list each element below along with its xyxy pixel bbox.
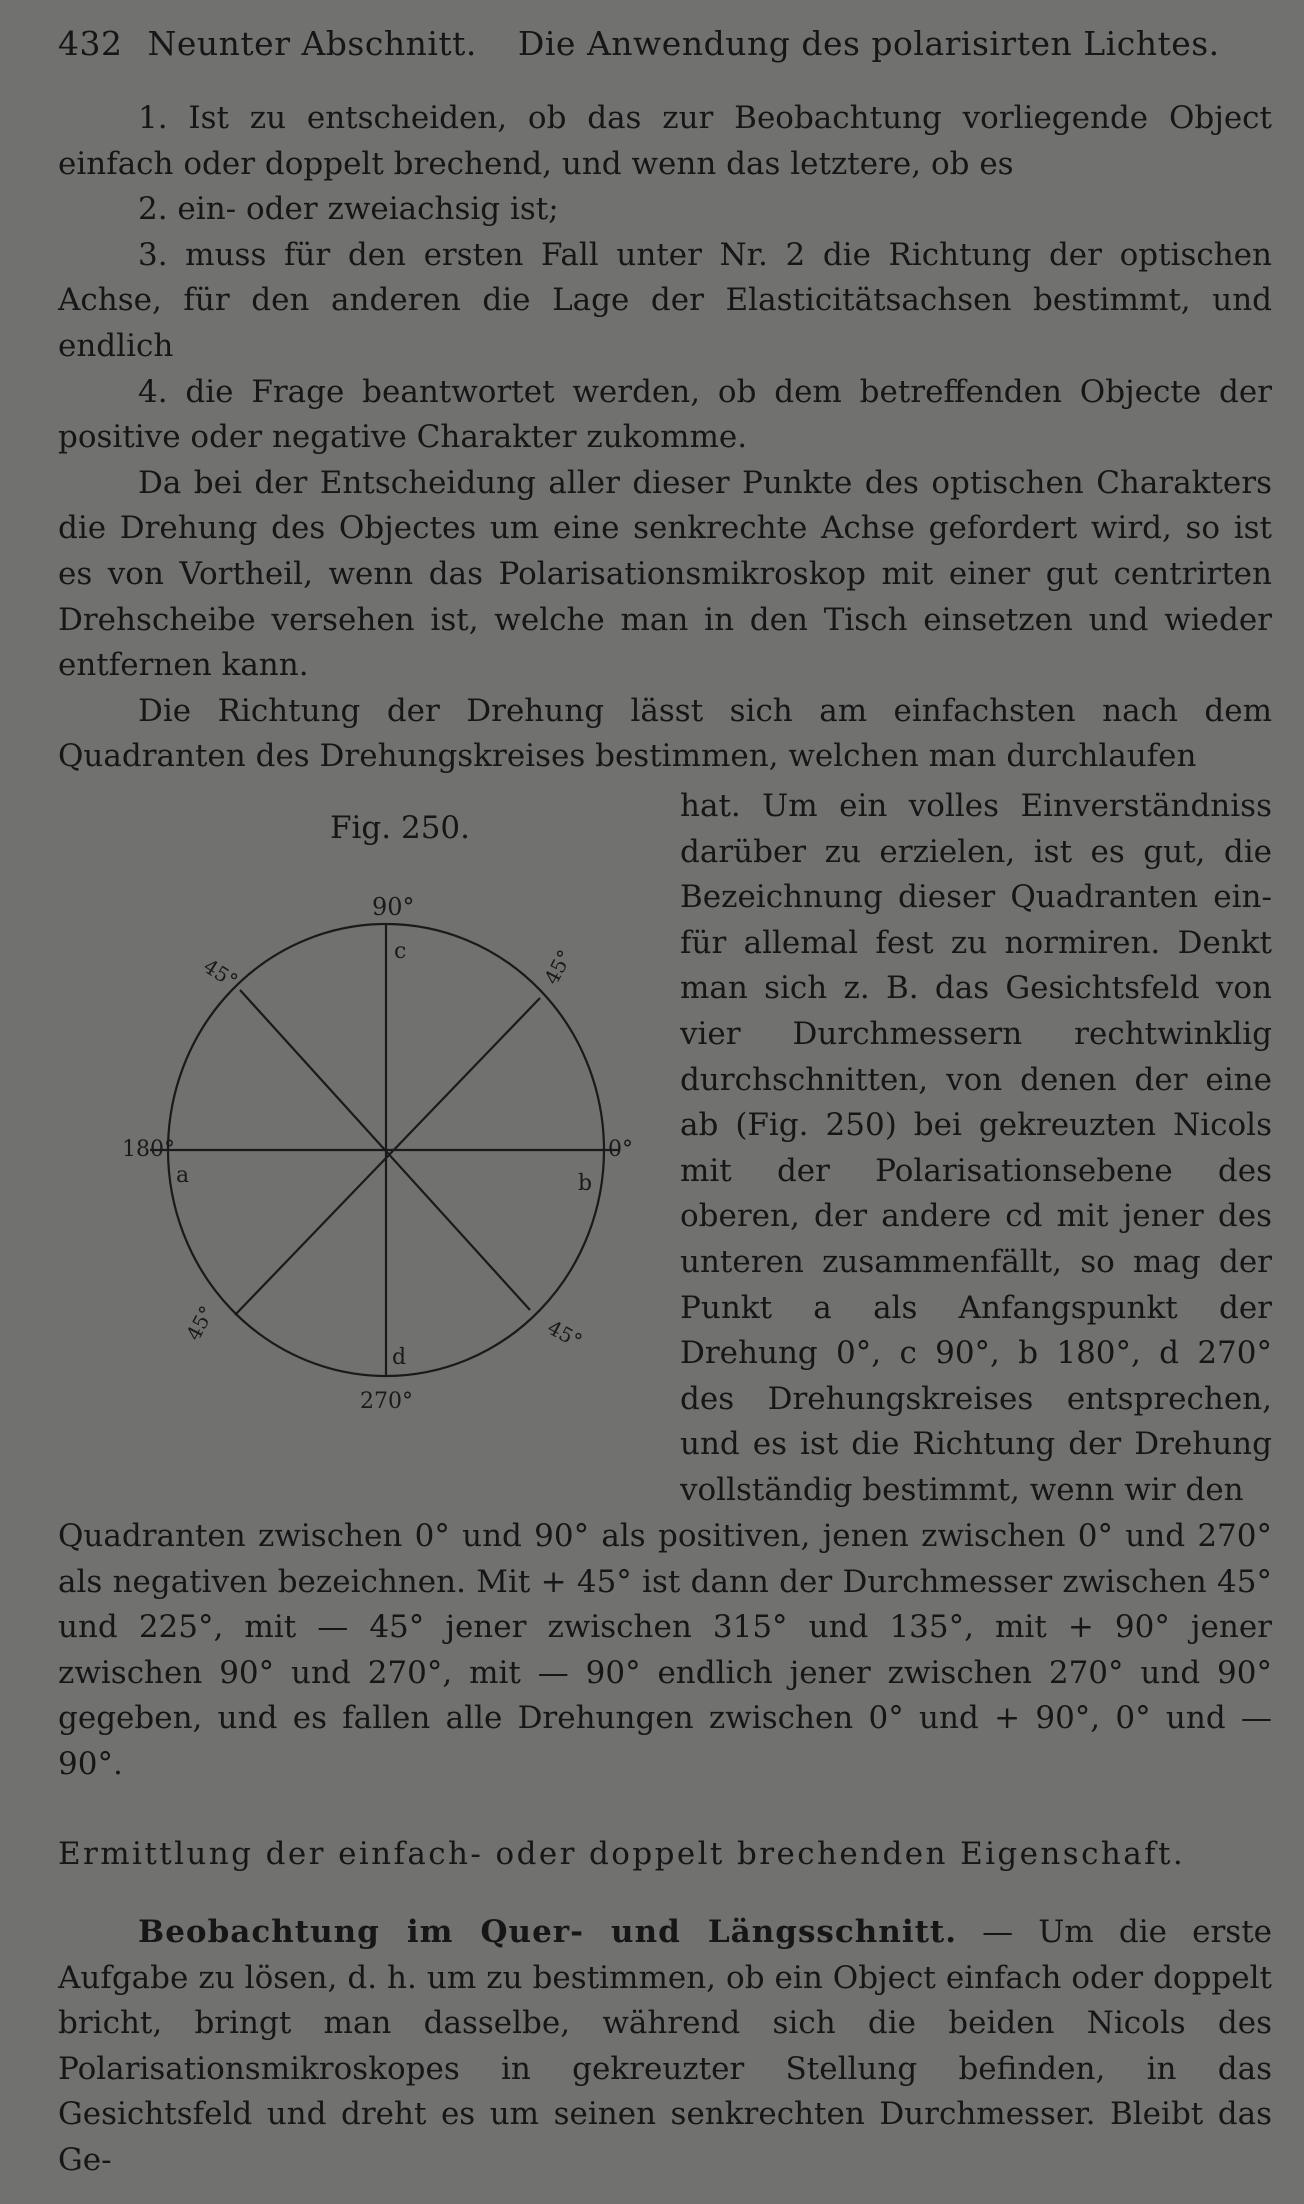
label-d: d xyxy=(392,1345,407,1370)
label-45-lower-left: 45° xyxy=(181,1301,220,1345)
body-text-bottom xyxy=(58,1910,1272,2184)
section-heading: Ermittlung der einfach- oder doppelt brechenden Eigenschaft. xyxy=(58,1836,1186,1872)
paragraph-3: 3. muss für den ersten Fall unter Nr. 2 die Richtung der optischen Achse, für den anderen die Lage der Elasticitätsachsen bestimmt, und endlich xyxy=(58,236,1272,364)
label-180: 180° xyxy=(122,1137,175,1162)
figure-250 xyxy=(110,810,670,1420)
paragraph-after-figure: Quadranten zwischen 0° und 90° als positiven, jenen zwischen 0° und 270° als negativen bezeichnen. Mit + 45° ist dann der Durchmesser zwischen 45° und 225°, mit — 45° jener zwischen 315° und 135°, mit + 90° jener zwischen 90° und 270°, mit — 90° endlich jener zwischen 270° und 90° gegeben, und es fallen alle Drehungen zwischen 0° und + 90°, 0° und — 90°. xyxy=(58,1518,1272,1782)
label-45-upper-left: 45° xyxy=(199,953,243,994)
label-90: 90° xyxy=(372,893,415,921)
page-number: 432 xyxy=(58,24,123,63)
running-header xyxy=(58,24,1268,63)
label-b: b xyxy=(578,1171,593,1196)
paragraph-4: 4. die Frage beantwortet werden, ob dem betreffenden Objecte der positive oder negative Charakter zukomme. xyxy=(58,373,1272,456)
paragraph-6: Die Richtung der Drehung lässt sich am einfachsten nach dem Quadranten des Drehungskreises bestimmen, welchen man durchlaufen xyxy=(58,692,1272,775)
section-label: Neunter Abschnitt. xyxy=(147,24,477,63)
body-text-after-figure xyxy=(58,1514,1272,1788)
label-270: 270° xyxy=(360,1389,413,1414)
label-a: a xyxy=(176,1163,190,1188)
wrapped-text-beside-figure xyxy=(680,784,1272,1514)
paragraph-5: Da bei der Entscheidung aller dieser Punkte des optischen Charakters die Drehung des Objectes um eine senkrechte Achse gefordert wird, so ist es von Vortheil, wenn das Polarisationsmikroskop mit einer gut centrirten Drehscheibe versehen ist, welche man in den Tisch einsetzen und wieder entfernen kann. xyxy=(58,464,1272,684)
label-c: c xyxy=(394,939,407,964)
diagonal-135-315 xyxy=(235,998,540,1315)
header-title: Die Anwendung des polarisirten Lichtes. xyxy=(517,24,1220,63)
body-text-top xyxy=(58,96,1272,780)
rotation-circle-diagram xyxy=(150,924,620,1376)
label-45-lower-right: 45° xyxy=(543,1315,587,1354)
paragraph-body: — Um die erste Aufgabe zu lösen, d. h. um zu bestimmen, ob ein Object einfach oder doppelt bricht, bringt man dasselbe, während sich die beiden Nicols des Polarisationsmikroskopes in gekreuzter Stellung befinden, in das Gesichtsfeld und dreht es um seinen senkrechten Durchmesser. Bleibt das Ge- xyxy=(58,1914,1272,2178)
paragraph-1: 1. Ist zu entscheiden, ob das zur Beobachtung vorliegende Object einfach oder doppelt brechend, und wenn das letztere, ob es xyxy=(58,100,1272,182)
wrap-paragraph: hat. Um ein volles Einverständniss darüber zu erzielen, ist es gut, die Bezeichnung dieser Quadranten ein- für allemal fest zu normiren. Denkt man sich z. B. das Gesichtsfeld von vier Durchmessern rechtwinklig durchschnitten, von denen der eine ab (Fig. 250) bei gekreuzten Nicols mit der Polarisationsebene des oberen, der andere cd mit jener des unteren zusammenfällt, so mag der Punkt a als Anfangspunkt der Drehung 0°, c 90°, b 180°, d 270° des Drehungskreises entsprechen, und es ist die Richtung der Drehung vollständig bestimmt, wenn wir den xyxy=(680,788,1272,1508)
paragraph-2: 2. ein- oder zweiachsig ist; xyxy=(138,191,559,228)
label-0: 0° xyxy=(608,1137,633,1162)
label-45-upper-right: 45° xyxy=(539,945,578,989)
paragraph-lead: Beobachtung im Quer- und Längsschnitt. xyxy=(138,1914,958,1950)
last-paragraph xyxy=(58,1910,1272,2184)
figure-caption: Fig. 250. xyxy=(330,810,470,846)
